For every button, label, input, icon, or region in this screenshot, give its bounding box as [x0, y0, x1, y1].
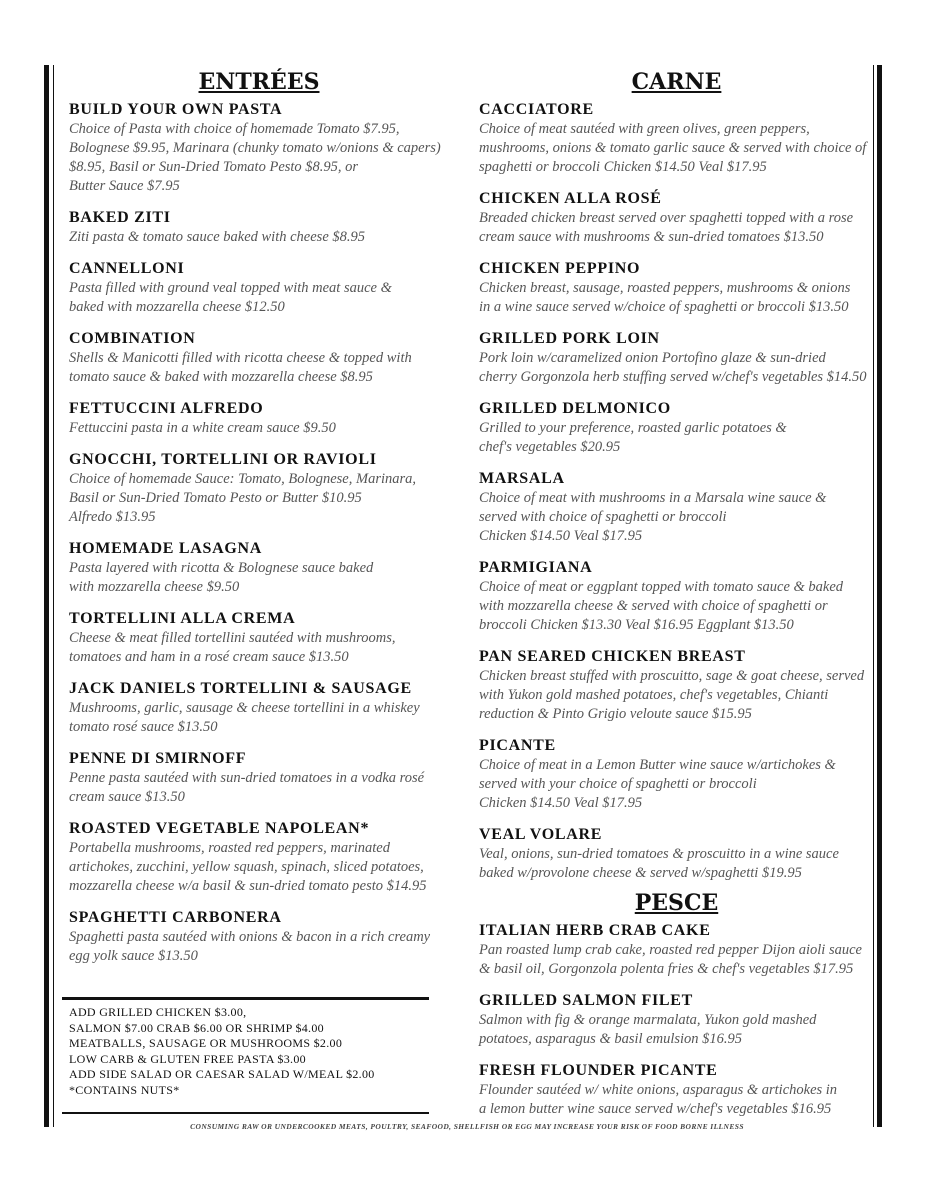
- menu-item-name: SPAGHETTI CARBONERA: [69, 909, 282, 926]
- menu-item: [69, 329, 449, 387]
- menu-item-description: Choice of meat in a Lemon Butter wine sauce w/artichokes & served with your choice of spaghetti or broccoli Chicken $14.50 Veal $17.95: [479, 757, 836, 811]
- carne-pesce-column: [479, 68, 874, 1131]
- left-border-thin: [53, 65, 54, 1127]
- menu-item-description: Penne pasta sautéed with sun-dried tomatoes in a vodka rosé cream sauce $13.50: [69, 770, 425, 805]
- menu-item: [479, 647, 874, 724]
- menu-item-name: GRILLED SALMON FILET: [479, 992, 694, 1009]
- menu-item-name: TORTELLINI ALLA CREMA: [69, 610, 296, 627]
- menu-item-description: Ziti pasta & tomato sauce baked with cheese $8.95: [69, 229, 366, 245]
- menu-item: [69, 819, 449, 896]
- menu-item: [69, 749, 449, 807]
- menu-item-name: GRILLED PORK LOIN: [479, 330, 660, 347]
- menu-item-description: Fettuccini pasta in a white cream sauce $9.50: [69, 420, 336, 436]
- menu-item-name: PAN SEARED CHICKEN BREAST: [479, 648, 746, 665]
- menu-item-description: Choice of homemade Sauce: Tomato, Bolognese, Marinara, Basil or Sun-Dried Tomato Pesto or Butter $10.95 Alfredo $13.95: [69, 471, 417, 525]
- left-border-thick: [44, 65, 49, 1127]
- menu-item-name: GRILLED DELMONICO: [479, 400, 671, 417]
- menu-item: [479, 329, 874, 387]
- right-border-thick: [877, 65, 882, 1127]
- menu-item: [69, 679, 449, 737]
- menu-item-name: CANNELLONI: [69, 260, 185, 277]
- menu-item-description: Choice of meat sautéed with green olives, green peppers, mushrooms, onions & tomato garlic sauce & served with choice of spaghetti or broccoli Chicken $14.50 Veal $17.95: [479, 121, 867, 175]
- menu-item-description: Chicken breast stuffed with proscuitto, sage & goat cheese, served with Yukon gold mashed potatoes, chef's vegetables, Chianti reduction & Pinto Grigio veloute sauce $15.95: [479, 668, 865, 722]
- addons-divider-top: [62, 997, 429, 1000]
- menu-item: [479, 259, 874, 317]
- menu-item-name: CHICKEN ALLA ROSÉ: [479, 190, 662, 207]
- menu-item-description: Veal, onions, sun-dried tomatoes & proscuitto in a wine sauce baked w/provolone cheese & served w/spaghetti $19.95: [479, 846, 839, 881]
- menu-item-description: Pasta filled with ground veal topped with meat sauce & baked with mozzarella cheese $12.50: [69, 280, 392, 315]
- menu-item: [69, 208, 449, 247]
- menu-item: [479, 825, 874, 883]
- menu-item: [479, 1061, 874, 1119]
- food-safety-disclaimer: CONSUMING RAW OR UNDERCOOKED MEATS, POULTRY, SEAFOOD, SHELLFISH OR EGG MAY INCREASE YOUR RISK OF FOOD BORNE ILLNESS: [190, 1122, 744, 1131]
- menu-item: [479, 469, 874, 546]
- pesce-list: [479, 921, 874, 1119]
- menu-item-description: Breaded chicken breast served over spaghetti topped with a rose cream sauce with mushrooms & sun-dried tomatoes $13.50: [479, 210, 854, 245]
- menu-item-description: Flounder sautéed w/ white onions, asparagus & artichokes in a lemon butter wine sauce served w/chef's vegetables $16.95: [479, 1082, 838, 1117]
- menu-item-name: PICANTE: [479, 737, 556, 754]
- entrees-title: ENTRÉES: [198, 69, 320, 95]
- addon-line: MEATBALLS, SAUSAGE OR MUSHROOMS $2.00: [69, 1036, 343, 1051]
- menu-item: [479, 736, 874, 813]
- menu-item: [69, 450, 449, 527]
- menu-item-name: BAKED ZITI: [69, 209, 171, 226]
- menu-item-name: CHICKEN PEPPINO: [479, 260, 641, 277]
- menu-item: [479, 100, 874, 177]
- menu-item-description: Choice of meat with mushrooms in a Marsala wine sauce & served with choice of spaghetti or broccoli Chicken $14.50 Veal $17.95: [479, 490, 827, 544]
- entrees-column: [69, 68, 449, 978]
- menu-item-description: Spaghetti pasta sautéed with onions & bacon in a rich creamy egg yolk sauce $13.50: [69, 929, 431, 964]
- menu-item-name: BUILD YOUR OWN PASTA: [69, 101, 283, 118]
- menu-item-description: Portabella mushrooms, roasted red peppers, marinated artichokes, zucchini, yellow squash, spinach, sliced potatoes, mozzarella cheese w/a basil & sun-dried tomato pesto $14.95: [69, 840, 427, 894]
- pesce-title: PESCE: [634, 890, 719, 916]
- addon-line: SALMON $7.00 CRAB $6.00 OR SHRIMP $4.00: [69, 1020, 324, 1035]
- menu-item-description: Choice of meat or eggplant topped with tomato sauce & baked with mozzarella cheese & served with choice of spaghetti or broccoli Chicken $13.30 Veal $16.95 Eggplant $13.50: [479, 579, 844, 633]
- menu-item-description: Salmon with fig & orange marmalata, Yukon gold mashed potatoes, asparagus & basil emulsion $16.95: [479, 1012, 817, 1047]
- menu-item: [69, 259, 449, 317]
- menu-item-name: FRESH FLOUNDER PICANTE: [479, 1062, 718, 1079]
- menu-item-description: Mushrooms, garlic, sausage & cheese tortellini in a whiskey tomato rosé sauce $13.50: [69, 700, 420, 735]
- menu-item: [69, 100, 449, 196]
- menu-item-name: CACCIATORE: [479, 101, 594, 118]
- menu-item-description: Pan roasted lump crab cake, roasted red pepper Dijon aioli sauce & basil oil, Gorgonzola polenta fries & chef's vegetables $17.95: [479, 942, 862, 977]
- addons-divider-bottom: [62, 1112, 429, 1114]
- menu-item: [479, 189, 874, 247]
- addon-line: ADD SIDE SALAD OR CAESAR SALAD W/MEAL $2.00: [69, 1067, 375, 1082]
- menu-item: [479, 921, 874, 979]
- menu-item-name: MARSALA: [479, 470, 565, 487]
- menu-item-name: VEAL VOLARE: [479, 826, 603, 843]
- menu-item-name: ROASTED VEGETABLE NAPOLEAN*: [69, 820, 370, 837]
- menu-item-name: PENNE DI SMIRNOFF: [69, 750, 247, 767]
- addon-line: *CONTAINS NUTS*: [69, 1082, 180, 1097]
- menu-item: [69, 539, 449, 597]
- menu-item: [479, 399, 874, 457]
- menu-item: [69, 399, 449, 438]
- menu-item-description: Choice of Pasta with choice of homemade Tomato $7.95, Bolognese $9.95, Marinara (chunky tomato w/onions & capers) $8.95, Basil or Sun-Dried Tomato Pesto $8.95, or Butter Sauce $7.95: [69, 121, 441, 194]
- addon-line: LOW CARB & GLUTEN FREE PASTA $3.00: [69, 1051, 306, 1066]
- menu-item: [479, 558, 874, 635]
- menu-item-name: HOMEMADE LASAGNA: [69, 540, 262, 557]
- menu-item-name: FETTUCCINI ALFREDO: [69, 400, 264, 417]
- carne-list: [479, 100, 874, 883]
- addon-line: ADD GRILLED CHICKEN $3.00,: [69, 1005, 247, 1019]
- addons-box: [69, 1005, 439, 1099]
- carne-title: CARNE: [631, 69, 722, 95]
- menu-item-description: Chicken breast, sausage, roasted peppers, mushrooms & onions in a wine sauce served w/choice of spaghetti or broccoli $13.50: [479, 280, 851, 315]
- menu-item-description: Pasta layered with ricotta & Bolognese sauce baked with mozzarella cheese $9.50: [69, 560, 374, 595]
- menu-item-name: PARMIGIANA: [479, 559, 593, 576]
- menu-item-name: COMBINATION: [69, 330, 196, 347]
- entrees-list: [69, 100, 449, 966]
- menu-item-description: Grilled to your preference, roasted garlic potatoes & chef's vegetables $20.95: [479, 420, 787, 455]
- menu-item: [69, 609, 449, 667]
- menu-item-description: Shells & Manicotti filled with ricotta cheese & topped with tomato sauce & baked with mozzarella cheese $8.95: [69, 350, 412, 385]
- menu-item-description: Pork loin w/caramelized onion Portofino glaze & sun-dried cherry Gorgonzola herb stuffing served w/chef's vegetables $14.50: [479, 350, 867, 385]
- menu-item: [479, 991, 874, 1049]
- menu-item-name: JACK DANIELS TORTELLINI & SAUSAGE: [69, 680, 412, 697]
- menu-item-description: Cheese & meat filled tortellini sautéed with mushrooms, tomatoes and ham in a rosé cream sauce $13.50: [69, 630, 396, 665]
- menu-item-name: GNOCCHI, TORTELLINI OR RAVIOLI: [69, 451, 377, 468]
- menu-item-name: ITALIAN HERB CRAB CAKE: [479, 922, 711, 939]
- menu-item: [69, 908, 449, 966]
